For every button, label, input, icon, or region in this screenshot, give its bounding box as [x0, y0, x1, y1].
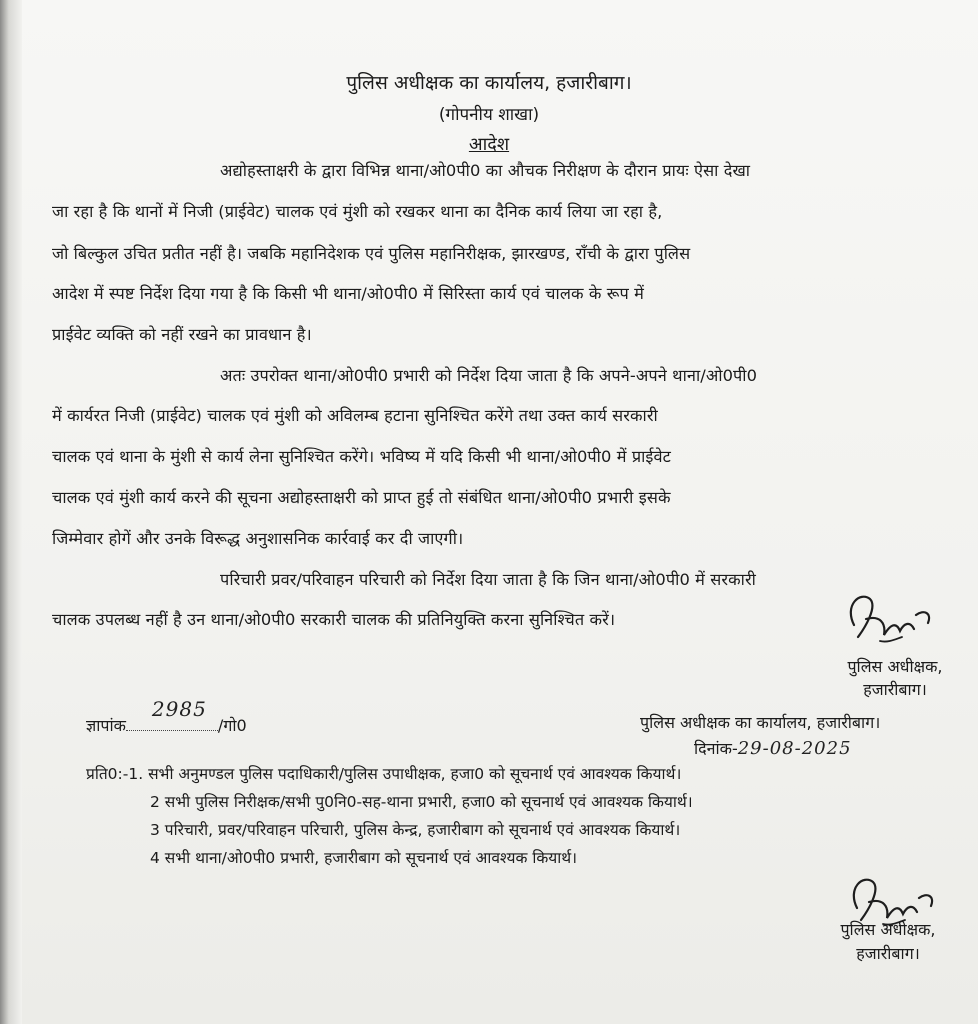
para1-line: जो बिल्कुल उचित प्रतीत नहीं है। जबकि महानिदेशक एवं पुलिस महानिरीक्षक, झारखण्ड, राँची के द्वारा पुलिस	[52, 244, 691, 263]
office-title: पुलिस अधीक्षक का कार्यालय, हजारीबाग।	[346, 72, 632, 94]
signature1-place: हजारीबाग।	[863, 680, 927, 699]
para3-line: परिचारी प्रवर/परिवाहन परिचारी को निर्देश दिया जाता है कि जिन थाना/ओ0पी0 में सरकारी	[220, 570, 756, 589]
memo-date: 29-08-2025	[737, 738, 852, 759]
branch-title: (गोपनीय शाखा)	[438, 105, 540, 125]
para1-line: अद्योहस्ताक्षरी के द्वारा विभिन्न थाना/ओ0पी0 का औचक निरीक्षण के दौरान प्रायः ऐसा देखा	[220, 161, 751, 180]
para1-line: जा रहा है कि थानों में निजी (प्राईवेट) चालक एवं मुंशी को रखकर थाना का दैनिक कार्य लिया जा रहा है,	[52, 202, 663, 221]
copies-label: प्रति0:-	[86, 765, 129, 783]
order-title: आदेश	[468, 134, 510, 155]
memo-reference	[86, 697, 247, 737]
para1-line: आदेश में स्पष्ट निर्देश दिया गया है कि किसी भी थाना/ओ0पी0 में सिरिस्ता कार्य एवं चालक के रूप में	[52, 284, 644, 303]
memo-number: 2985	[151, 697, 207, 721]
memo-office: पुलिस अधीक्षक का कार्यालय, हजारीबाग।	[640, 713, 881, 732]
para2-line: अतः उपरोक्त थाना/ओ0पी0 प्रभारी को निर्देश दिया जाता है कि अपने-अपने थाना/ओ0पी0	[220, 366, 758, 385]
copy-item: 4 सभी थाना/ओ0पी0 प्रभारी, हजारीबाग को सूचनार्थ एवं आवश्यक कियार्थ।	[150, 849, 578, 867]
copy-item-row	[86, 764, 681, 784]
para2-line: चालक एवं मुंशी कार्य करने की सूचना अद्योहस्ताक्षरी को प्राप्त हुई तो संबंधित थाना/ओ0पी0 प्रभारी इसके	[52, 488, 671, 507]
memo-date-label: दिनांक-	[694, 739, 738, 758]
memo-date-row	[694, 738, 852, 760]
signature2-title: पुलिस अधीक्षक,	[840, 920, 936, 939]
copy-item: 2 सभी पुलिस निरीक्षक/सभी पु0नि0-सह-थाना प्रभारी, हजा0 को सूचनार्थ एवं आवश्यक कियार्थ।	[150, 793, 693, 811]
copy-item: 3 परिचारी, प्रवर/परिवाहन परिचारी, पुलिस केन्द्र, हजारीबाग को सूचनार्थ एवं आवश्यक कियार्थ।	[150, 821, 681, 839]
signature-scribble	[840, 585, 960, 655]
para3-line: चालक उपलब्ध नहीं है उन थाना/ओ0पी0 सरकारी चालक की प्रतिनियुक्ति करना सुनिश्चित करें।	[52, 610, 616, 629]
memo-number-field	[126, 697, 218, 731]
memo-suffix: /गो0	[217, 716, 247, 735]
copy-item: 1. सभी अनुमण्डल पुलिस पदाधिकारी/पुलिस उपाधीक्षक, हजा0 को सूचनार्थ एवं आवश्यक कियार्थ।	[128, 765, 682, 783]
signature1-title: पुलिस अधीक्षक,	[847, 657, 943, 676]
para2-line: में कार्यरत निजी (प्राईवेट) चालक एवं मुंशी को अविलम्ब हटाना सुनिश्चित करेंगे तथा उक्त कार्य सरकारी	[52, 406, 658, 425]
para2-line: जिम्मेवार होगें और उनके विरूद्ध अनुशासनिक कार्रवाई कर दी जाएगी।	[52, 529, 464, 548]
signature2-place: हजारीबाग।	[856, 944, 920, 963]
para1-line: प्राईवेट व्यक्ति को नहीं रखने का प्रावधान है।	[52, 325, 312, 344]
para2-line: चालक एवं थाना के मुंशी से कार्य लेना सुनिश्चित करेंगे। भविष्य में यदि किसी भी थाना/ओ0पी0 में प्राईवेट	[52, 447, 671, 466]
memo-label: ज्ञापांक	[86, 716, 126, 735]
